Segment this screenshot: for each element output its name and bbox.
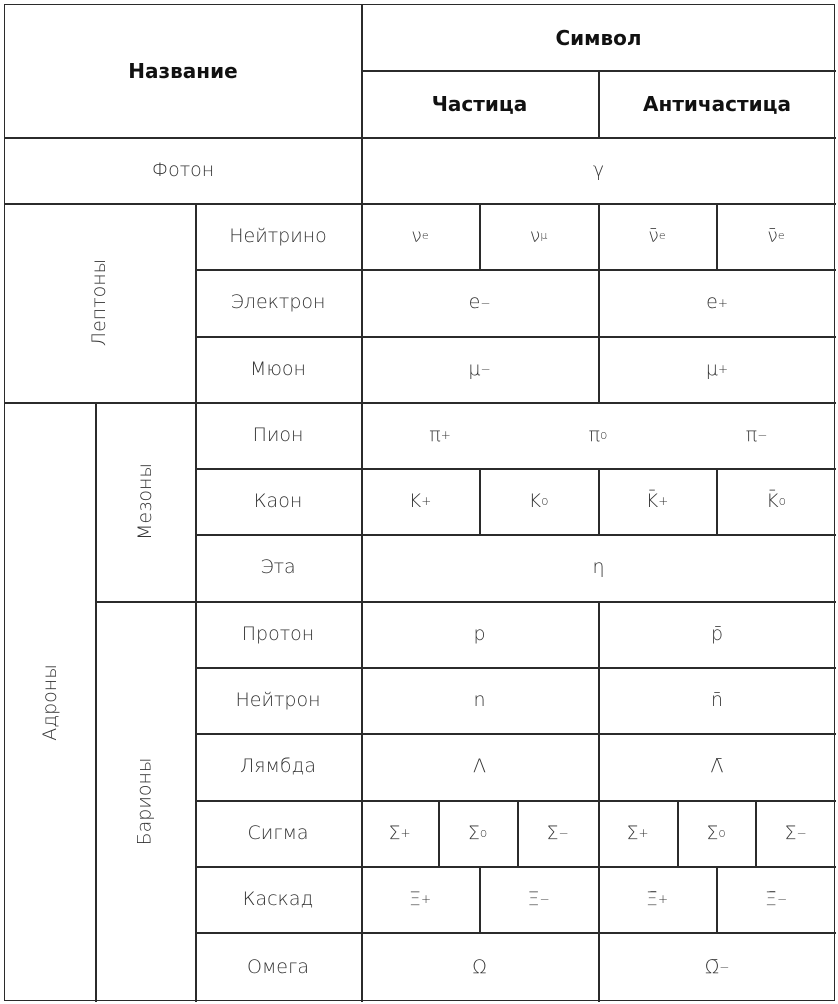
symbol-cell: μ − bbox=[468, 357, 491, 380]
symbol-cell: Σ − bbox=[546, 821, 569, 844]
symbol-cell: K + bbox=[408, 489, 432, 512]
symbol-text: Σ bbox=[546, 821, 559, 844]
symbol-cell bbox=[598, 667, 836, 733]
symbol-text: K bbox=[408, 489, 422, 512]
row-name-muon: Мюон bbox=[250, 357, 306, 380]
symbol-cell bbox=[598, 601, 836, 667]
row-name-electron: Электрон bbox=[230, 291, 326, 313]
row-name-omega: Омега bbox=[247, 955, 309, 978]
symbol-text: Σ bbox=[706, 821, 719, 844]
group-leptons-label: Лептоны bbox=[88, 258, 111, 347]
symbol-text: K̄ bbox=[766, 489, 779, 512]
symbol-cell: Ω̄ − bbox=[704, 955, 730, 978]
header-symbol: Символ bbox=[555, 25, 642, 50]
symbol-text: ν bbox=[411, 224, 422, 247]
symbol-text: Ξ̄ bbox=[645, 887, 658, 910]
row-name-neutrino: Нейтрино bbox=[229, 224, 327, 247]
symbol-text: e bbox=[468, 291, 481, 313]
symbol-text: n bbox=[473, 688, 486, 711]
symbol-cell: π o bbox=[588, 423, 608, 446]
symbol-text: π bbox=[745, 423, 758, 446]
symbol-cell: K̄ + bbox=[645, 489, 669, 512]
symbol-text: η bbox=[592, 556, 605, 578]
symbol-text: Σ bbox=[388, 821, 401, 844]
symbol-text: Ω bbox=[472, 955, 487, 978]
symbol-cell bbox=[361, 667, 598, 733]
symbol-text: Ξ bbox=[408, 887, 421, 910]
symbol-cell: Σ + bbox=[388, 821, 411, 844]
symbol-cell: e − bbox=[468, 291, 491, 313]
group-leptons bbox=[5, 203, 195, 402]
group-mesons-label: Мезоны bbox=[133, 463, 156, 540]
symbol-cell: Ξ̄ − bbox=[764, 887, 788, 910]
header-name: Название bbox=[128, 59, 238, 83]
row-name-kaon: Каон bbox=[253, 489, 303, 512]
symbol-text: ν̄ bbox=[648, 224, 659, 247]
symbol-text: Σ bbox=[467, 821, 480, 844]
symbol-text: ν̄ bbox=[767, 224, 778, 247]
row-name-proton: Протон bbox=[241, 622, 315, 645]
symbol-cell: ν e bbox=[411, 224, 429, 247]
particle-table bbox=[4, 4, 835, 1001]
group-baryons bbox=[95, 601, 195, 1002]
symbol-cell: Σ o bbox=[706, 821, 726, 844]
symbol-text: π bbox=[429, 423, 441, 446]
symbol-cell: μ + bbox=[705, 357, 729, 380]
symbol-cell: Σ − bbox=[784, 821, 807, 844]
symbol-cell: ν̄ e bbox=[648, 224, 666, 247]
symbol-text: Ω̄ bbox=[704, 955, 720, 978]
symbol-cell bbox=[361, 601, 598, 667]
symbol-text: Σ bbox=[626, 821, 639, 844]
group-hadrons bbox=[5, 402, 95, 1002]
symbol-cell: ν μ bbox=[529, 224, 548, 247]
symbol-cell: π − bbox=[745, 423, 768, 446]
symbol-cell: π + bbox=[429, 423, 451, 446]
row-name-photon: Фотон bbox=[151, 158, 215, 181]
symbol-text: Ξ̄ bbox=[764, 887, 777, 910]
symbol-cell bbox=[598, 733, 836, 800]
group-hadrons-label: Адроны bbox=[38, 663, 61, 741]
symbol-cell: e + bbox=[706, 291, 728, 313]
symbol-text: Σ bbox=[784, 821, 797, 844]
symbol-text: K bbox=[528, 489, 542, 512]
symbol-text: γ bbox=[592, 158, 605, 181]
symbol-cell bbox=[361, 932, 598, 1002]
symbol-cell: K̄ o bbox=[766, 489, 786, 512]
row-name-lambda: Лямбда bbox=[240, 755, 316, 777]
symbol-cell: Σ o bbox=[467, 821, 488, 844]
symbol-text: n̄ bbox=[710, 688, 724, 711]
symbol-text: K̄ bbox=[645, 489, 659, 512]
row-name-neutron: Нейтрон bbox=[235, 688, 321, 711]
symbol-text: e bbox=[706, 291, 718, 313]
symbol-text: Λ̄ bbox=[710, 755, 724, 777]
symbol-text: μ bbox=[705, 357, 719, 380]
symbol-text: p bbox=[473, 622, 486, 645]
symbol-text: ν bbox=[529, 224, 541, 247]
symbol-text: Λ bbox=[473, 755, 486, 777]
symbol-cell: Ξ̄ + bbox=[645, 887, 669, 910]
symbol-cell bbox=[361, 534, 836, 601]
row-name-cascade: Каскад bbox=[242, 887, 314, 910]
symbol-cell: Ξ + bbox=[408, 887, 432, 910]
symbol-cell bbox=[361, 137, 836, 203]
row-name-pion: Пион bbox=[252, 423, 304, 446]
header-antiparticle: Античастица bbox=[643, 91, 791, 116]
symbol-text: p̄ bbox=[710, 622, 724, 645]
symbol-cell: ν̄ e bbox=[767, 224, 785, 247]
symbol-text: π bbox=[588, 423, 601, 446]
row-name-eta: Эта bbox=[260, 556, 296, 578]
symbol-cell bbox=[361, 733, 598, 800]
group-baryons-label: Барионы bbox=[133, 757, 156, 846]
symbol-cell: K o bbox=[528, 489, 549, 512]
symbol-text: Ξ bbox=[527, 887, 540, 910]
header-particle: Частица bbox=[431, 91, 528, 116]
row-name-sigma: Сигма bbox=[247, 821, 309, 844]
symbol-cell: Ξ − bbox=[527, 887, 550, 910]
symbol-cell: Σ + bbox=[626, 821, 649, 844]
symbol-text: μ bbox=[468, 357, 481, 380]
group-mesons bbox=[95, 402, 195, 601]
